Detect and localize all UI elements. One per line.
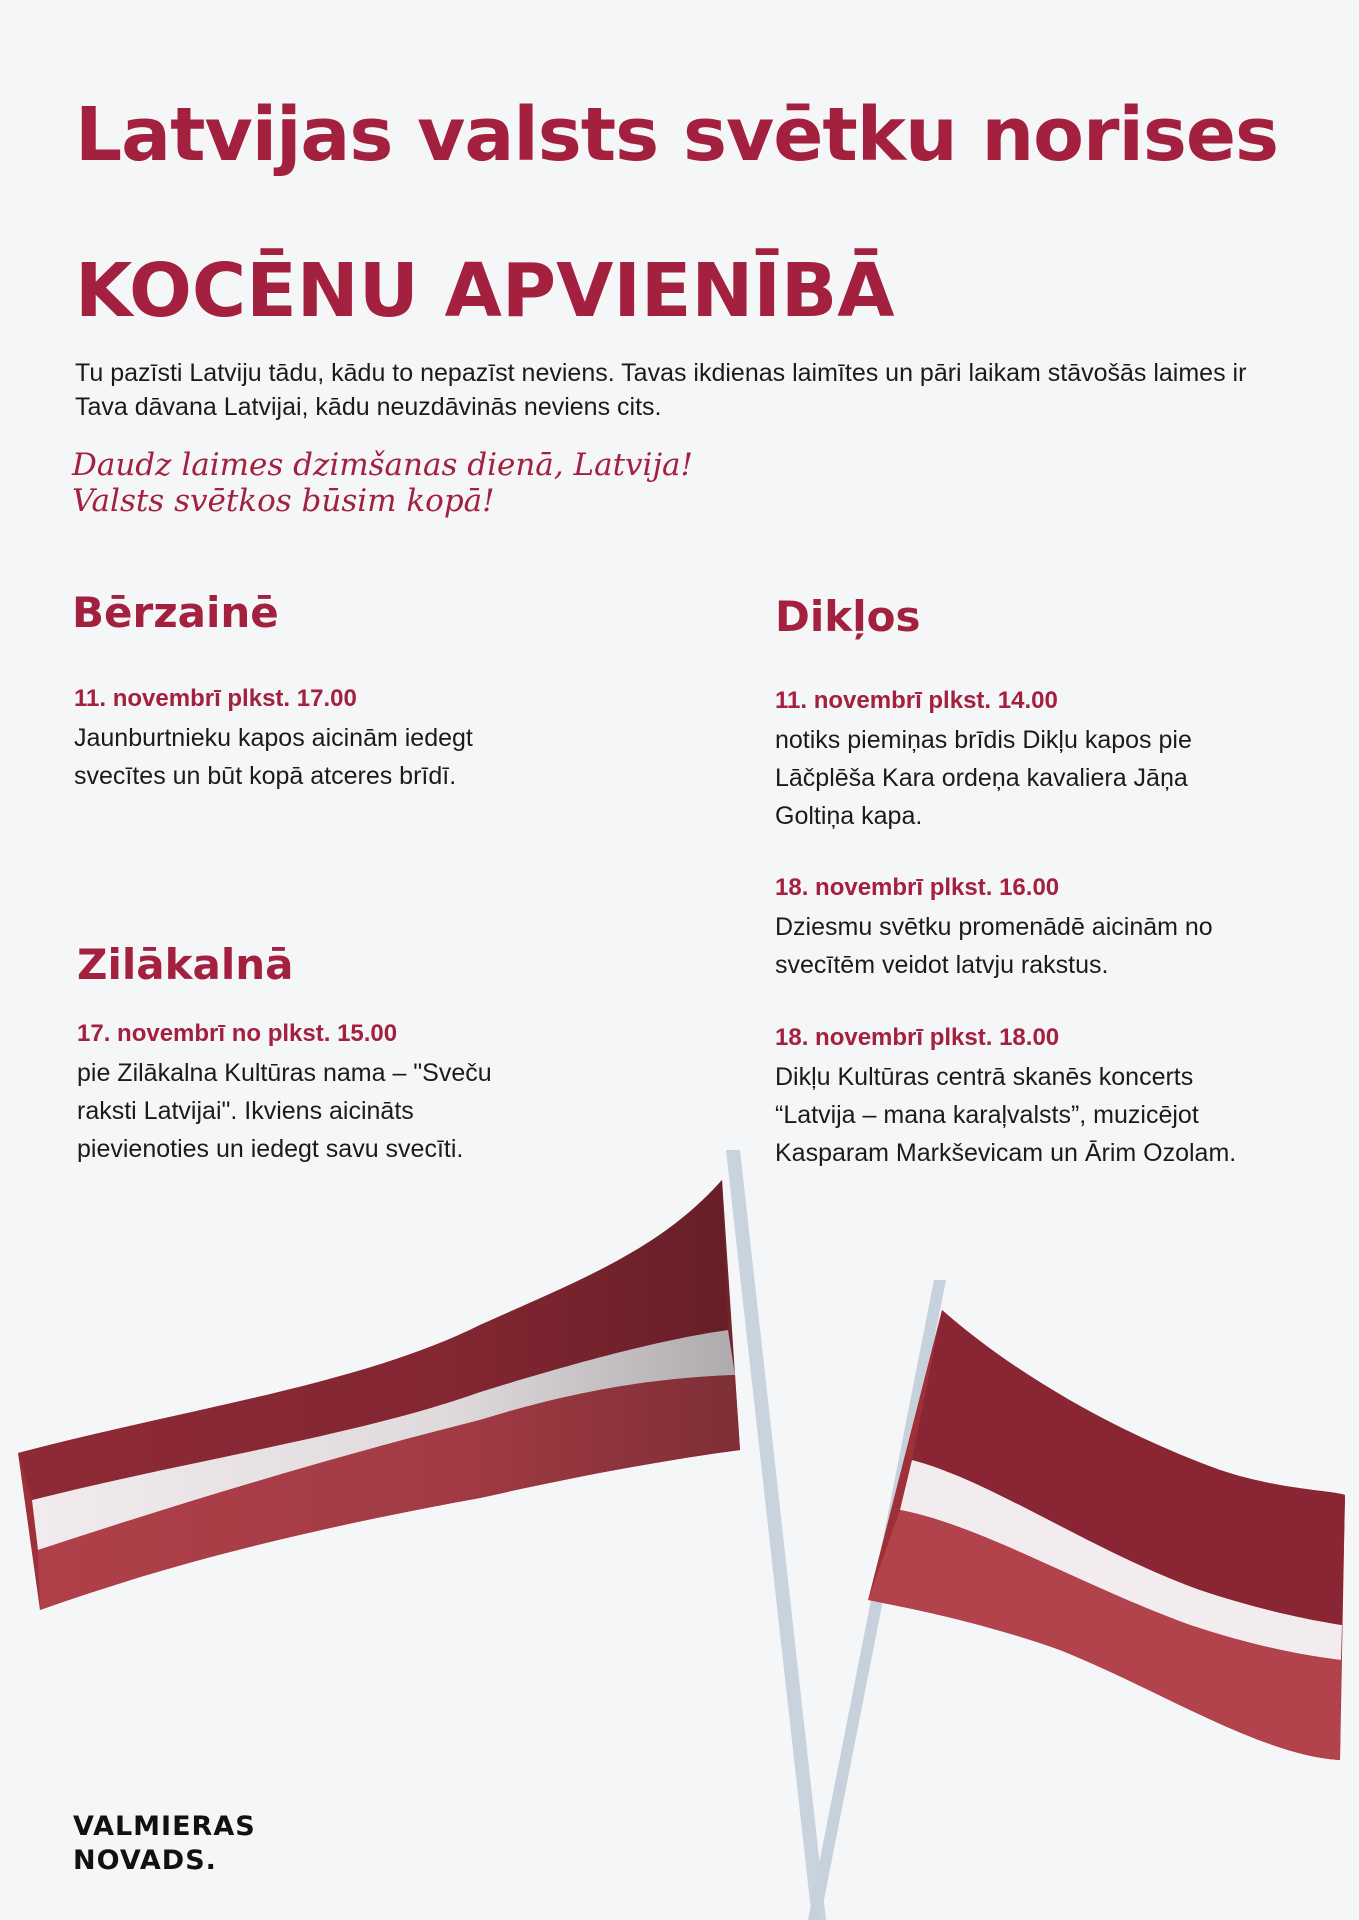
- event-date: 11. novembrī plkst. 17.00: [74, 685, 357, 712]
- section-heading-berzaine: Bērzainē: [72, 588, 279, 637]
- logo-line: VALMIERAS: [73, 1811, 256, 1842]
- event-date: 11. novembrī plkst. 14.00: [775, 687, 1058, 714]
- event-description-line: raksti Latvijai". Ikviens aicināts: [77, 1097, 414, 1125]
- greeting-line: Valsts svētkos būsim kopā!: [72, 483, 495, 519]
- event-description-line: notiks piemiņas brīdis Dikļu kapos pie: [775, 726, 1192, 754]
- intro-text: Tu pazīsti Latviju tādu, kādu to nepazīst neviens. Tavas ikdienas laimītes un pāri laikam stāvošās laimes ir Tava dāvana Latvijai, kādu neuzdāvinās neviens cits.: [75, 359, 1247, 421]
- section-heading-diklos: Dikļos: [775, 592, 921, 641]
- logo-line: NOVADS.: [73, 1845, 217, 1876]
- page-subtitle: KOCĒNU APVIENĪBĀ: [75, 248, 895, 334]
- event-description-line: Dikļu Kultūras centrā skanēs koncerts: [775, 1063, 1194, 1091]
- event-diklos-2: [775, 874, 1213, 984]
- event-date: 18. novembrī plkst. 18.00: [775, 1024, 1060, 1051]
- event-description-line: pie Zilākalna Kultūras nama – "Sveču: [77, 1059, 492, 1087]
- latvian-flags-image: [0, 1130, 1359, 1920]
- event-diklos-1: [775, 687, 1192, 835]
- greeting-line: Daudz laimes dzimšanas dienā, Latvija!: [72, 447, 693, 483]
- flagpole-left: [726, 1150, 826, 1920]
- event-description-line: svecītes un būt kopā atceres brīdī.: [74, 762, 457, 790]
- event-description-line: svecītēm veidot latvju rakstus.: [775, 951, 1109, 979]
- event-description-line: Lāčplēša Kara ordeņa kavaliera Jāņa: [775, 764, 1188, 792]
- event-description-line: pievienoties un iedegt savu svecīti.: [77, 1135, 464, 1163]
- latvian-flag-left: [18, 1180, 740, 1610]
- event-berzaine-1: [74, 685, 473, 795]
- section-heading-zilakalna: Zilākalnā: [77, 940, 294, 989]
- event-description-line: Kasparam Markševicam un Ārim Ozolam.: [775, 1139, 1237, 1167]
- valmieras-novads-logo: [73, 1810, 256, 1878]
- page-title: Latvijas valsts svētku norises: [75, 92, 1279, 178]
- event-description-line: Jaunburtnieku kapos aicinām iedegt: [74, 724, 473, 752]
- event-description-line: “Latvija – mana karaļvalsts”, muzicējot: [775, 1101, 1199, 1129]
- latvian-flag-right: [868, 1310, 1345, 1760]
- event-date: 18. novembrī plkst. 16.00: [775, 874, 1060, 901]
- greeting: [72, 447, 972, 519]
- event-description-line: Goltiņa kapa.: [775, 802, 923, 830]
- event-date: 17. novembrī no plkst. 15.00: [77, 1020, 398, 1047]
- event-description-line: Dziesmu svētku promenādē aicinām no: [775, 913, 1213, 941]
